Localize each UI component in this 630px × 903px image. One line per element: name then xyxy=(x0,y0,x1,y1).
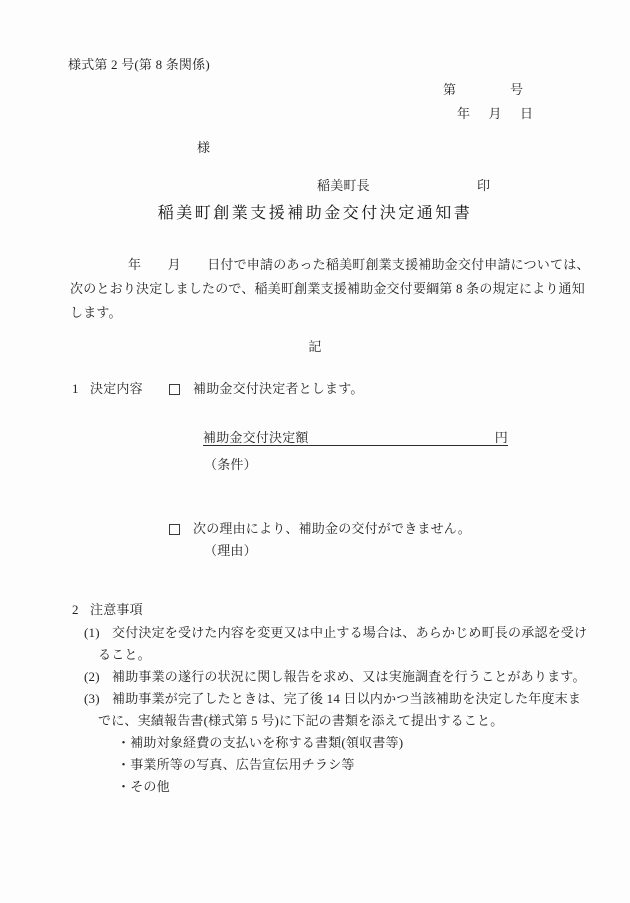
seal-placeholder: 印 xyxy=(477,178,491,193)
note-item-3-line-1: 補助事業が完了したときは、完了後 14 日以内かつ当該補助を決定した年度末ま xyxy=(112,691,582,706)
deny-checkbox-icon[interactable] xyxy=(169,524,180,535)
note-item-1-line-1: 交付決定を受けた内容を変更又は中止する場合は、あらかじめ町長の承認を受け xyxy=(112,625,588,640)
note-item-2-line-1: 補助事業の遂行の状況に関し報告を求め、又は実施調査を行うことがあります。 xyxy=(112,669,586,684)
section2-heading: 注意事項 xyxy=(90,602,143,617)
addressee-honorific: 様 xyxy=(197,140,211,155)
doc-number-line xyxy=(443,82,523,98)
date-day-label: 日 xyxy=(519,106,533,121)
approve-option-label: 補助金交付決定者とします。 xyxy=(193,381,364,396)
section2-number: 2 xyxy=(72,602,79,617)
reason-label: （理由） xyxy=(204,543,257,558)
date-year-label: 年 xyxy=(457,106,471,121)
amount-blank-field[interactable] xyxy=(309,427,495,445)
note-item-3-line-2: でに、実績報告書(様式第 5 号)に下記の書類を添えて提出すること。 xyxy=(98,713,504,728)
attachment-item-3: ・その他 xyxy=(117,779,170,794)
approve-checkbox-icon[interactable] xyxy=(169,384,180,395)
currency-unit-label: 円 xyxy=(494,430,508,445)
note-item-3-num: (3) xyxy=(84,691,100,706)
body-line-2: 次のとおり決定しましたので、稲美町創業支援補助金交付要綱第 8 条の規定により通知 xyxy=(70,281,585,296)
condition-label: （条件） xyxy=(204,457,257,472)
note-item-2-num: (2) xyxy=(84,669,100,684)
body-line-1: 年 月 日付で申請のあった稲美町創業支援補助金交付申請については、 xyxy=(128,257,590,272)
note-item-1-num: (1) xyxy=(84,625,100,640)
attachment-item-2: ・事業所等の写真、広告宣伝用チラシ等 xyxy=(117,757,355,772)
attachment-item-1: ・補助対象経費の支払いを称する書類(領収書等) xyxy=(117,735,404,750)
record-marker: 記 xyxy=(308,339,322,354)
doc-number-prefix: 第 xyxy=(443,82,457,97)
date-line xyxy=(457,106,533,122)
amount-label: 補助金交付決定額 xyxy=(203,430,309,445)
body-line-3: します。 xyxy=(70,305,122,320)
section1-heading: 決定内容 xyxy=(90,381,143,396)
note-item-1-line-2: ること。 xyxy=(98,647,151,662)
date-month-label: 月 xyxy=(488,106,502,121)
page-title: 稲美町創業支援補助金交付決定通知書 xyxy=(157,205,473,222)
deny-option-label: 次の理由により、補助金の交付ができません。 xyxy=(193,521,471,536)
form-label: 様式第 2 号(第 8 条関係) xyxy=(68,57,210,72)
section1-number: 1 xyxy=(72,381,79,396)
issuer-title: 稲美町長 xyxy=(317,178,370,193)
grant-amount-line xyxy=(203,427,508,446)
doc-number-suffix: 号 xyxy=(509,82,523,97)
